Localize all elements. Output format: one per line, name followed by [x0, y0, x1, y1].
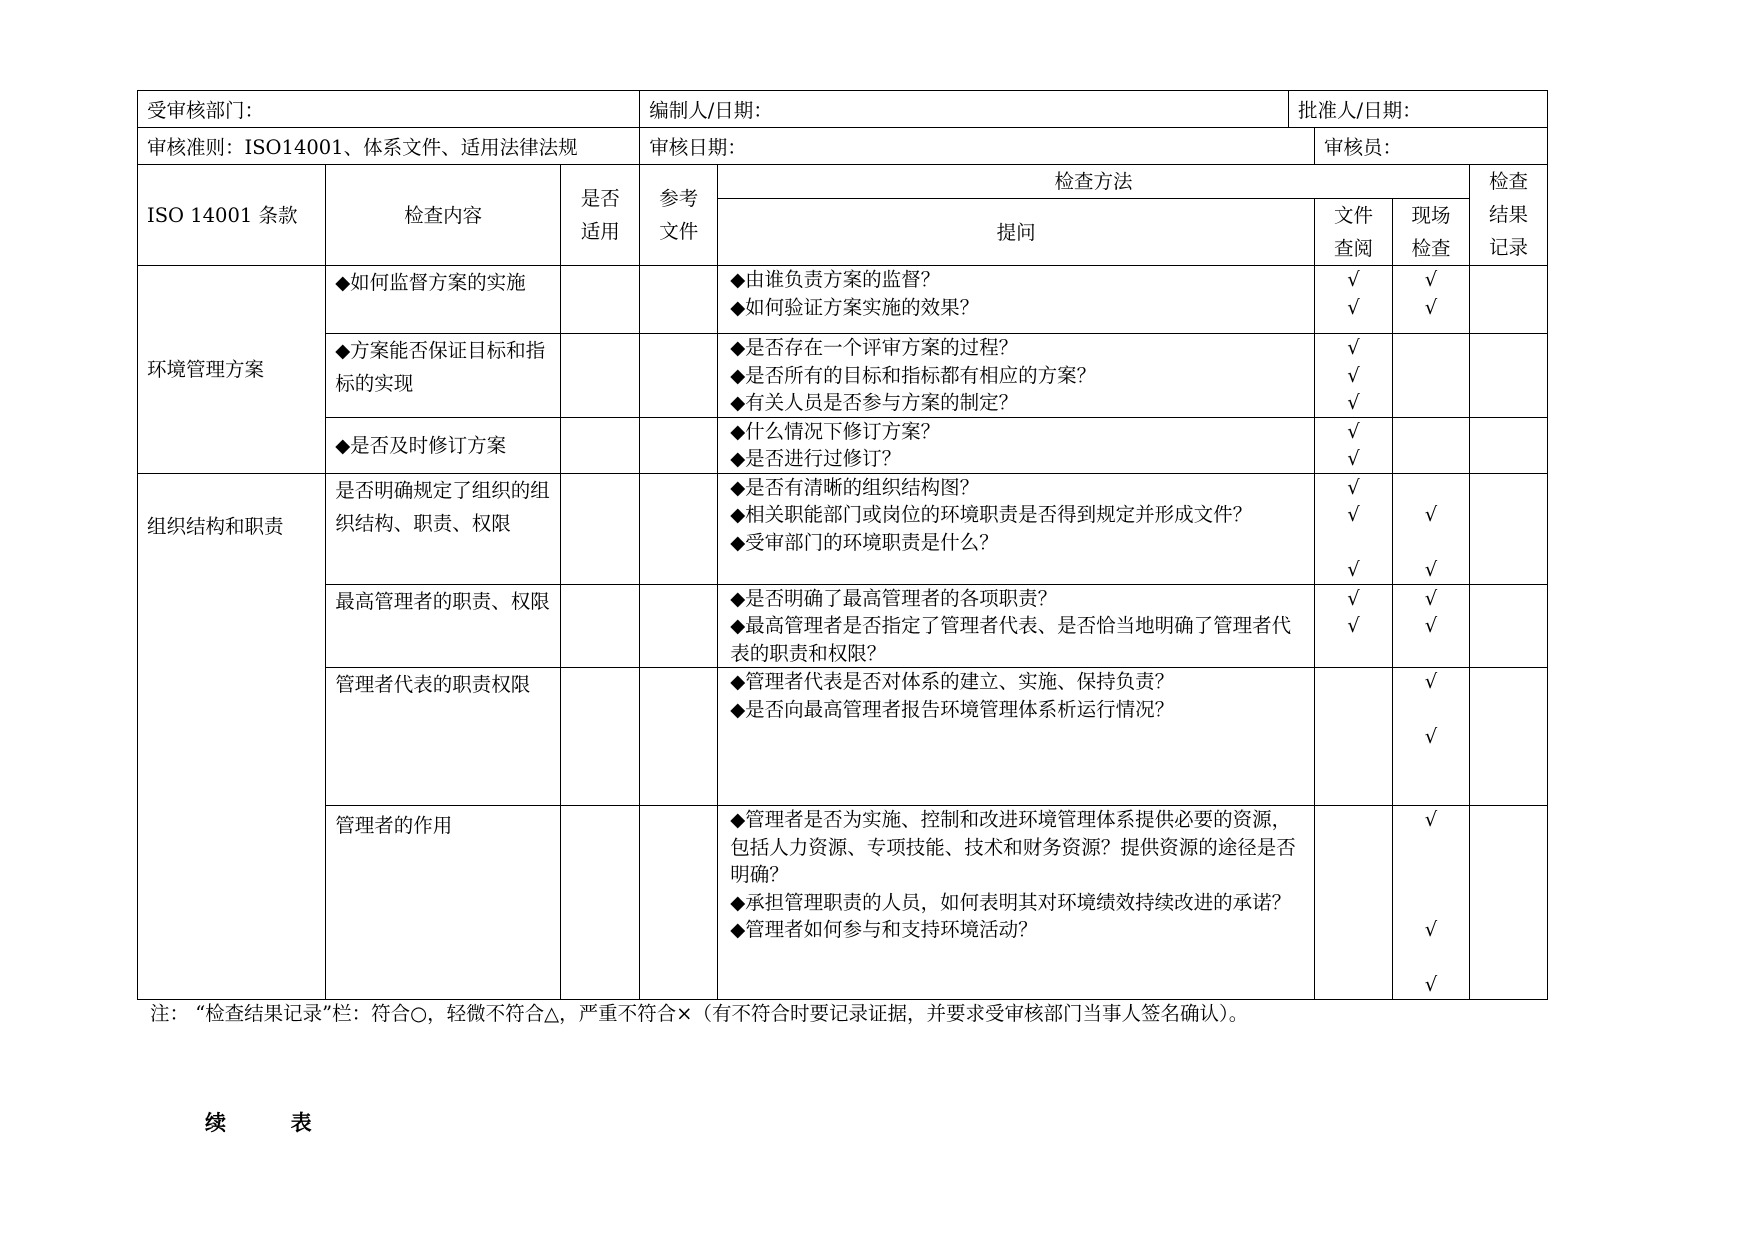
check-mark [1393, 889, 1469, 917]
question-text: ◆是否向最高管理者报告环境管理体系析运行情况？ [730, 697, 1175, 721]
onsite-cell [1392, 473, 1469, 584]
audit-checklist-table [137, 90, 1548, 1000]
question-cell [718, 334, 1315, 418]
check-mark [1393, 474, 1469, 502]
result-cell [1469, 668, 1547, 806]
reference-cell [640, 334, 718, 418]
check-mark: √ [1424, 586, 1438, 610]
col-method: 检查方法 [718, 165, 1470, 199]
check-mark: √ [1347, 614, 1360, 637]
applicable-cell [561, 668, 640, 806]
question-text: ◆什么情况下修订方案？ [730, 419, 941, 443]
check-mark: √ [1424, 503, 1438, 526]
result-cell [1469, 806, 1547, 1000]
check-content: ◆如何监督方案的实施 [326, 266, 561, 334]
dept-label: 受审核部门： [138, 91, 640, 128]
question-text: ◆是否所有的目标和指标都有相应的方案？ [730, 363, 1097, 387]
applicable-cell [561, 584, 640, 668]
criteria-label: 审核准则：ISO14001、体系文件、适用法律法规 [138, 128, 640, 165]
check-mark: √ [1347, 268, 1360, 291]
question-text: ◆有关人员是否参与方案的制定？ [730, 391, 1019, 414]
table-row [138, 584, 1548, 668]
check-content: 是否明确规定了组织的组织结构、职责、权限 [326, 473, 561, 584]
check-mark: √ [1424, 918, 1438, 941]
reference-cell [640, 584, 718, 668]
table-footnote: 注： “检查结果记录”栏：符合○，轻微不符合△，严重不符合×（有不符合时要记录证据，并要求受审核部门当事人签名确认）。 [150, 1002, 1249, 1025]
continued-char-1: 续 [205, 1110, 226, 1135]
table-row [138, 417, 1548, 473]
onsite-cell [1392, 668, 1469, 806]
doc-review-cell [1315, 584, 1393, 668]
applicable-cell [561, 417, 640, 473]
col-reference-line2: 文件 [659, 220, 699, 243]
question-cell [718, 473, 1315, 584]
check-content: 管理者的作用 [326, 806, 561, 1000]
result-cell [1469, 417, 1547, 473]
check-mark: √ [1347, 295, 1360, 319]
reference-cell [640, 417, 718, 473]
check-mark: √ [1347, 558, 1360, 581]
check-mark: √ [1424, 725, 1438, 748]
doc-review-cell [1315, 473, 1393, 584]
applicable-cell [561, 334, 640, 418]
result-cell [1469, 473, 1547, 584]
question-cell [718, 806, 1315, 1000]
reference-cell [640, 806, 718, 1000]
onsite-cell [1392, 417, 1469, 473]
check-mark: √ [1347, 586, 1360, 610]
audit-date-label: 审核日期： [640, 128, 1315, 165]
col-onsite [1392, 199, 1469, 266]
check-content: ◆方案能否保证目标和指标的实现 [326, 334, 561, 418]
reference-cell [640, 473, 718, 584]
check-content: 管理者代表的职责权限 [326, 668, 561, 806]
table-row [138, 806, 1548, 1000]
applicable-cell [561, 473, 640, 584]
doc-review-cell [1315, 266, 1393, 334]
check-mark: √ [1347, 336, 1360, 359]
check-mark: √ [1347, 447, 1360, 470]
question-cell [718, 584, 1315, 668]
check-content: ◆是否及时修订方案 [326, 417, 561, 473]
applicable-cell [561, 806, 640, 1000]
doc-review-cell [1315, 806, 1393, 1000]
question-text: ◆管理者如何参与和支持环境活动？ [730, 918, 1038, 941]
doc-review-cell [1315, 668, 1393, 806]
col-result-line1: 检查 [1488, 170, 1528, 193]
check-mark: √ [1424, 973, 1438, 996]
reference-cell [640, 668, 718, 806]
col-question: 提问 [718, 199, 1315, 266]
check-mark: √ [1347, 363, 1360, 387]
check-mark: √ [1347, 475, 1360, 499]
question-text: ◆承担管理职责的人员，如何表明其对环境绩效持续改进的承诺？ [730, 890, 1292, 914]
result-cell [1469, 266, 1547, 334]
col-clause: ISO 14001 条款 [138, 165, 326, 266]
result-cell [1469, 334, 1547, 418]
col-applicable-line2: 适用 [580, 220, 620, 243]
onsite-cell [1392, 584, 1469, 668]
question-text: ◆由谁负责方案的监督？ [730, 268, 941, 291]
question-text: ◆最高管理者是否指定了管理者代表、是否恰当地明确了管理者代表的职责和权限？ [730, 614, 1292, 665]
col-doc-review-line2: 查阅 [1333, 237, 1373, 260]
check-mark [1315, 529, 1392, 557]
onsite-cell [1392, 806, 1469, 1000]
continued-heading [205, 1107, 312, 1137]
onsite-cell [1392, 266, 1469, 334]
check-mark: √ [1347, 419, 1360, 443]
result-cell [1469, 584, 1547, 668]
table-row [138, 266, 1548, 334]
question-cell [718, 668, 1315, 806]
question-text: ◆是否明确了最高管理者的各项职责？ [730, 586, 1058, 610]
doc-review-cell [1315, 417, 1393, 473]
col-onsite-line1: 现场 [1411, 204, 1451, 227]
col-result-line3: 记录 [1488, 236, 1528, 259]
column-header-row-1 [138, 165, 1548, 199]
question-text: ◆是否进行过修订？ [730, 447, 902, 470]
applicable-cell [561, 266, 640, 334]
col-result-line2: 结果 [1488, 203, 1528, 226]
doc-review-cell [1315, 334, 1393, 418]
col-result [1469, 165, 1547, 266]
col-applicable [561, 165, 640, 266]
col-applicable-line1: 是否 [580, 187, 620, 210]
question-cell [718, 417, 1315, 473]
check-content: 最高管理者的职责、权限 [326, 584, 561, 668]
table-row [138, 334, 1548, 418]
question-text: ◆是否有清晰的组织结构图？ [730, 475, 980, 499]
reference-cell [640, 266, 718, 334]
header-row-2 [138, 128, 1548, 165]
header-row-1 [138, 91, 1548, 128]
question-text: ◆如何验证方案实施的效果？ [730, 295, 980, 319]
question-text: ◆管理者是否为实施、控制和改进环境管理体系提供必要的资源，包括人力资源、专项技能、技术和财务资源？提供资源的途径是否明确？ [730, 808, 1296, 886]
check-mark: √ [1424, 558, 1438, 581]
check-mark: √ [1424, 614, 1438, 637]
col-onsite-line2: 检查 [1411, 237, 1451, 260]
check-mark [1393, 696, 1469, 724]
question-text: ◆受审部门的环境职责是什么？ [730, 530, 999, 554]
auditor-label: 审核员： [1315, 128, 1548, 165]
check-mark: √ [1424, 295, 1438, 319]
check-mark [1393, 834, 1469, 862]
col-reference [640, 165, 718, 266]
onsite-cell [1392, 334, 1469, 418]
approver-label: 批准人/日期： [1289, 91, 1548, 128]
table-row [138, 473, 1548, 584]
table-row [138, 668, 1548, 806]
check-mark [1393, 861, 1469, 889]
question-text: ◆相关职能部门或岗位的环境职责是否得到规定并形成文件？ [730, 503, 1253, 526]
check-mark [1393, 944, 1469, 972]
check-mark: √ [1424, 808, 1438, 831]
question-cell [718, 266, 1315, 334]
section-clause: 环境管理方案 [138, 266, 326, 474]
continued-char-2: 表 [290, 1110, 312, 1135]
question-text: ◆管理者代表是否对体系的建立、实施、保持负责？ [730, 670, 1175, 693]
col-reference-line1: 参考 [659, 187, 699, 210]
section-clause: 组织结构和职责 [138, 473, 326, 999]
col-doc-review [1315, 199, 1393, 266]
check-mark: √ [1347, 391, 1360, 414]
check-mark: √ [1347, 503, 1360, 526]
check-mark: √ [1424, 268, 1438, 291]
col-content: 检查内容 [326, 165, 561, 266]
check-mark [1393, 529, 1469, 557]
question-text: ◆是否存在一个评审方案的过程？ [730, 336, 1019, 359]
preparer-label: 编制人/日期： [640, 91, 1289, 128]
check-mark: √ [1424, 670, 1438, 693]
col-doc-review-line1: 文件 [1333, 204, 1373, 227]
